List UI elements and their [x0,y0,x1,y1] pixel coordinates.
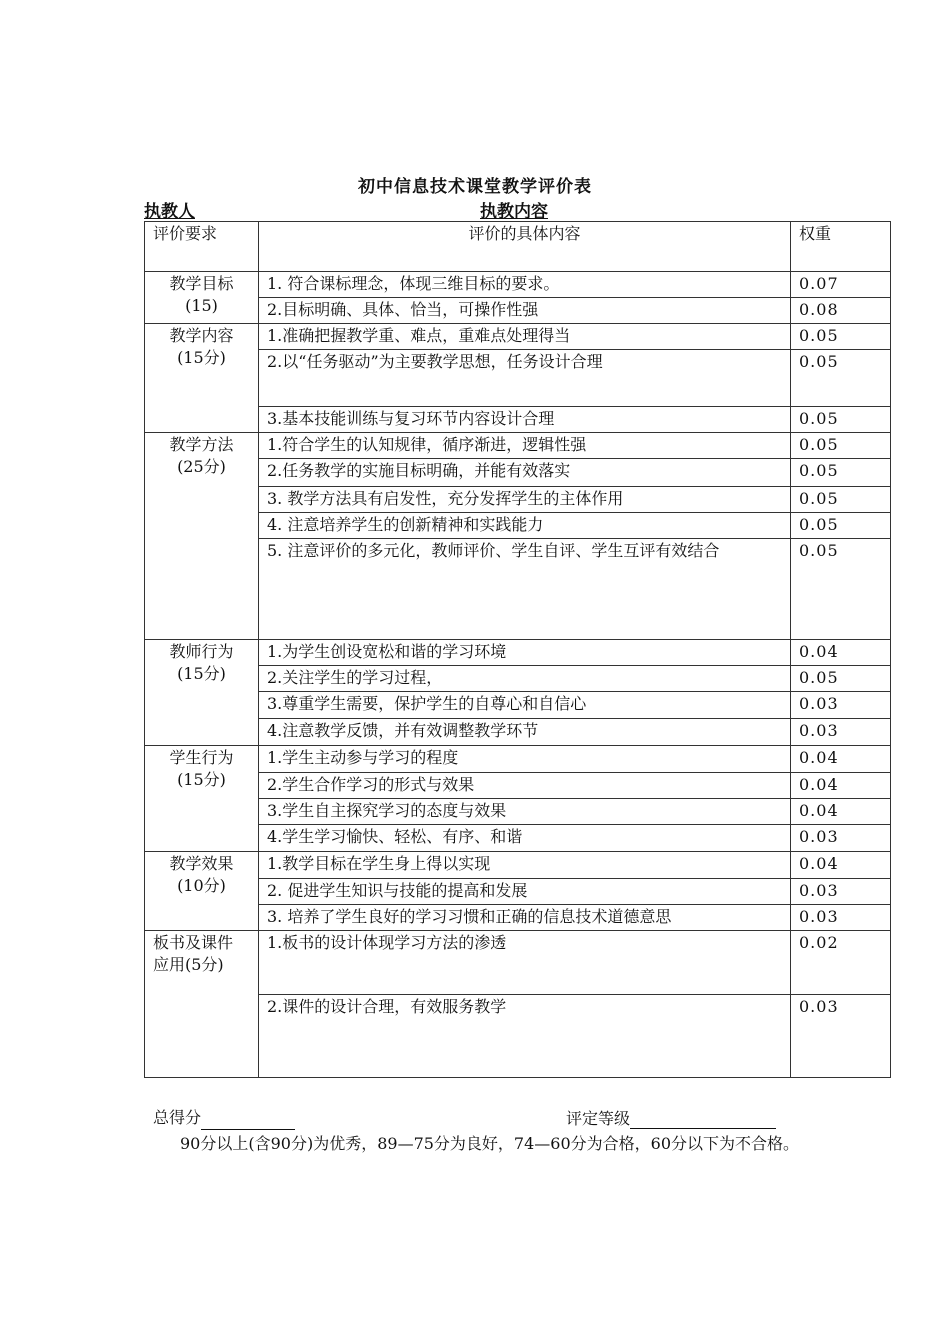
weight-value: 0.05 [791,407,891,433]
weight-value: 0.03 [791,692,891,719]
criterion-text: 2.任务教学的实施目标明确，并能有效落实 [259,459,791,487]
weight-value: 0.03 [791,905,891,931]
total-score-label: 总得分 [153,1108,202,1127]
table-row [145,324,891,350]
weight-value: 0.05 [791,433,891,459]
category-content: 教学内容 (15分) [145,324,259,433]
table-row [145,746,891,773]
criterion-text: 2. 促进学生知识与技能的提高和发展 [259,879,791,905]
criterion-text: 1.准确把握教学重、难点，重难点处理得当 [259,324,791,350]
criterion-text: 2.关注学生的学习过程， [259,666,791,692]
teacher-label: 执教人 [144,202,195,222]
grade-label: 评定等级 [566,1109,631,1128]
table-row [145,852,891,879]
criterion-text: 1.为学生创设宽松和谐的学习环境 [259,640,791,666]
weight-value: 0.04 [791,746,891,773]
weight-value: 0.03 [791,995,891,1078]
criterion-text: 2.学生合作学习的形式与效果 [259,773,791,799]
weight-value: 0.05 [791,350,891,407]
header-weight: 权重 [791,222,891,272]
weight-value: 0.05 [791,324,891,350]
grade-blank[interactable] [630,1112,776,1129]
category-methods: 教学方法 (25分) [145,433,259,640]
criterion-text: 3.基本技能训练与复习环节内容设计合理 [259,407,791,433]
category-teacher-behavior: 教师行为 (15分) [145,640,259,746]
content-label: 执教内容 [480,202,548,222]
weight-value: 0.05 [791,459,891,487]
criterion-text: 4. 注意培养学生的创新精神和实践能力 [259,513,791,539]
category-board-courseware: 板书及课件 应用(5分) [145,931,259,1078]
weight-value: 0.04 [791,640,891,666]
weight-value: 0.05 [791,513,891,539]
criterion-text: 2.课件的设计合理，有效服务教学 [259,995,791,1078]
criterion-text: 3. 培养了学生良好的学习习惯和正确的信息技术道德意思 [259,905,791,931]
weight-value: 0.05 [791,666,891,692]
criterion-text: 1.学生主动参与学习的程度 [259,746,791,773]
criterion-text: 5. 注意评价的多元化，教师评价、学生自评、学生互评有效结合 [259,539,791,640]
grade-field [566,1106,776,1129]
criterion-text: 1.符合学生的认知规律，循序渐进，逻辑性强 [259,433,791,459]
weight-value: 0.03 [791,719,891,746]
criterion-text: 3. 教学方法具有启发性，充分发挥学生的主体作用 [259,487,791,513]
weight-value: 0.04 [791,773,891,799]
header-requirement: 评价要求 [145,222,259,272]
weight-value: 0.08 [791,298,891,324]
header-content: 评价的具体内容 [259,222,791,272]
weight-value: 0.05 [791,539,891,640]
total-score-blank[interactable] [201,1113,295,1130]
weight-value: 0.02 [791,931,891,995]
criterion-text: 1.教学目标在学生身上得以实现 [259,852,791,879]
category-student-behavior: 学生行为 (15分) [145,746,259,852]
teacher-field [144,197,455,222]
criterion-text: 3.尊重学生需要，保护学生的自尊心和自信心 [259,692,791,719]
weight-value: 0.07 [791,272,891,298]
evaluation-table [144,221,891,1078]
criterion-text: 2.目标明确、具体、恰当，可操作性强 [259,298,791,324]
table-row [145,272,891,298]
criterion-text: 1. 符合课标理念，体现三维目标的要求。 [259,272,791,298]
criterion-text: 3.学生自主探究学习的态度与效果 [259,799,791,825]
page-title: 初中信息技术课堂教学评价表 [358,177,592,197]
criterion-text: 4.学生学习愉快、轻松、有序、和谐 [259,825,791,852]
weight-value: 0.03 [791,825,891,852]
weight-value: 0.03 [791,879,891,905]
category-goals: 教学目标 (15) [145,272,259,324]
weight-value: 0.04 [791,852,891,879]
criterion-text: 4.注意教学反馈，并有效调整教学环节 [259,719,791,746]
table-header-row [145,222,891,272]
criterion-text: 1.板书的设计体现学习方法的渗透 [259,931,791,995]
criterion-text: 2.以“任务驱动”为主要教学思想，任务设计合理 [259,350,791,407]
weight-value: 0.05 [791,487,891,513]
table-row [145,931,891,995]
table-row [145,433,891,459]
table-row [145,640,891,666]
category-effect: 教学效果 (10分) [145,852,259,931]
weight-value: 0.04 [791,799,891,825]
grading-note: 90分以上(含90分)为优秀，89—75分为良好，74—60分为合格，60分以下为不合格。 [180,1134,800,1153]
